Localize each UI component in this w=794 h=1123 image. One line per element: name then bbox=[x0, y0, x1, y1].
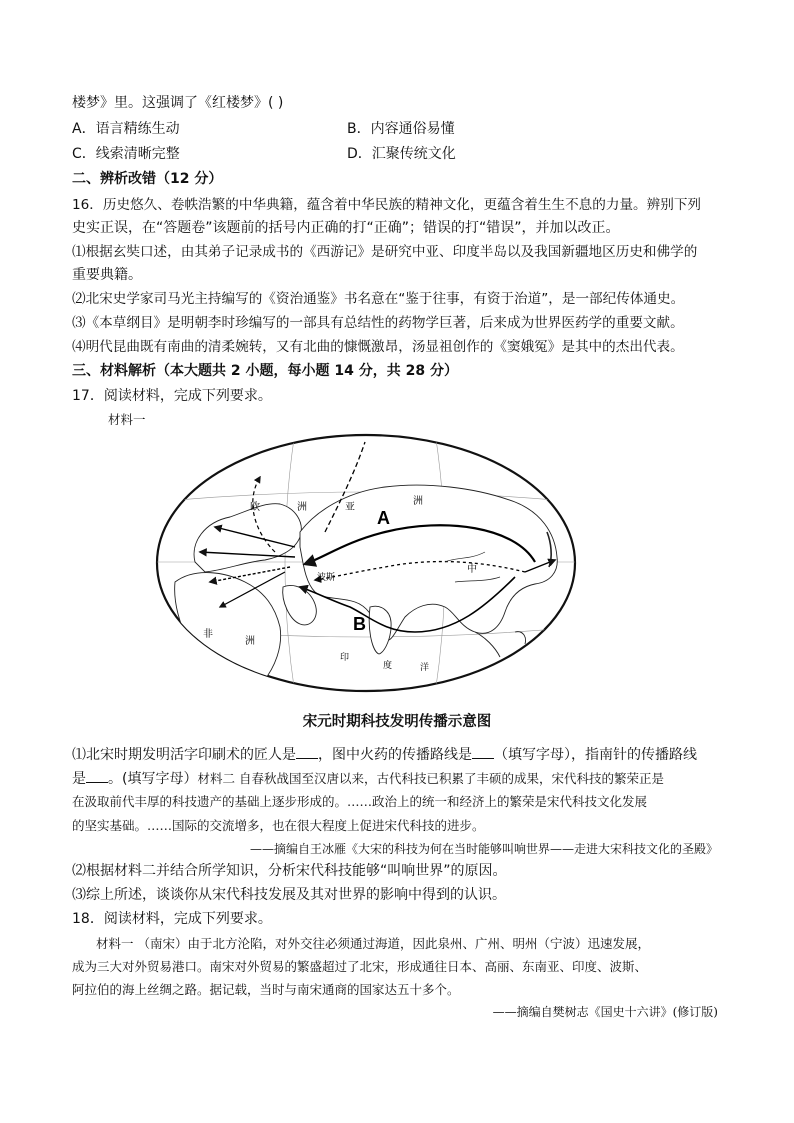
material2-line1: 材料二 自春秋战国至汉唐以来，古代科技已积累了丰硕的成果，宋代科技的繁荣正是 bbox=[197, 771, 664, 786]
q17-1-blank-1[interactable] bbox=[296, 744, 318, 759]
q18-material1-line3: 阿拉伯的海上丝绸之路。据记载，当时与南宋通商的国家达五十多个。 bbox=[72, 982, 460, 997]
q17-1-part-e: 。(填写字母） bbox=[108, 771, 198, 787]
q17-1-line2 bbox=[72, 768, 664, 789]
map-label-b: B bbox=[353, 614, 366, 634]
map-africa-2: 洲 bbox=[245, 636, 255, 647]
map-africa-1: 非 bbox=[203, 629, 213, 640]
q16-item1-line2: 重要典籍。 bbox=[72, 267, 142, 283]
q15-option-c: C．线索清晰完整 bbox=[72, 146, 180, 162]
q18-material1-line1: 材料一 （南宋）由于北方沦陷，对外交往必须通过海道，因此泉州、广州、明州（宁波）迅速发展， bbox=[96, 936, 650, 951]
map-china: 中 bbox=[467, 564, 477, 575]
q15-option-b: B．内容通俗易懂 bbox=[347, 121, 455, 137]
q15-option-a: A．语言精练生动 bbox=[72, 121, 180, 137]
map-europe-1: 欧 bbox=[250, 502, 260, 513]
section2-heading: 二、辨析改错（12 分） bbox=[72, 171, 223, 187]
map-label-a: A bbox=[377, 508, 390, 528]
q16-item3: ⑶《本草纲目》是明朝李时珍编写的一部具有总结性的药物学巨著，后来成为世界医药学的重要文献。 bbox=[72, 315, 684, 331]
q17-1-part-c: （填写字母），指南针的传播路线 bbox=[494, 747, 697, 763]
q17-1-part-d: 是 bbox=[72, 771, 86, 787]
q15-stem-tail: 楼梦》里。这强调了《红楼梦》( ) bbox=[72, 95, 284, 111]
q17-1-part-b: ，图中火药的传播路线是 bbox=[318, 747, 472, 763]
map-persia: 波斯 bbox=[317, 573, 336, 583]
q17-1-blank-3[interactable] bbox=[86, 768, 108, 783]
map-europe-2: 洲 bbox=[297, 502, 307, 513]
map-ocean-2: 度 bbox=[383, 661, 393, 671]
material2-line2: 在汲取前代丰厚的科技遗产的基础上逐步形成的。……政治上的统一和经济上的繁荣是宋代科技文化发展 bbox=[72, 794, 648, 809]
q16-item1-line1: ⑴根据玄奘口述，由其弟子记录成书的《西游记》是研究中亚、印度半岛以及我国新疆地区历史和佛学的 bbox=[72, 244, 698, 260]
map-ocean-1: 印 bbox=[340, 653, 350, 663]
q15-option-d: D．汇聚传统文化 bbox=[347, 146, 456, 162]
q17-intro: 17．阅读材料，完成下列要求。 bbox=[72, 388, 272, 404]
q16-line2: 史实正误，在“答题卷”该题前的括号内正确的打“正确”；错误的打“错误”，并加以改正。 bbox=[72, 220, 620, 236]
section3-heading: 三、材料解析（本大题共 2 小题，每小题 14 分，共 28 分） bbox=[72, 363, 458, 379]
material1-label: 材料一 bbox=[108, 412, 146, 427]
q17-1-line1 bbox=[72, 744, 697, 765]
q17-1-part-a: ⑴北宋时期发明活字印刷术的匠人是 bbox=[72, 747, 296, 763]
q16-item2: ⑵北宋史学家司马光主持编写的《资治通鉴》书名意在“鉴于往事，有资于治道”，是一部纪传体通史。 bbox=[72, 291, 685, 307]
q18-intro: 18．阅读材料，完成下列要求。 bbox=[72, 911, 272, 927]
q17-3: ⑶综上所述，谈谈你从宋代科技发展及其对世界的影响中得到的认识。 bbox=[72, 887, 506, 903]
map-title: 宋元时期科技发明传播示意图 bbox=[302, 714, 492, 730]
q16-line1: 16．历史悠久、卷帙浩繁的中华典籍，蕴含着中华民族的精神文化，更蕴含着生生不息的力量。辨别下列 bbox=[72, 197, 702, 213]
q18-material1-line2: 成为三大对外贸易港口。南宋对外贸易的繁盛超过了北宋，形成通往日本、高丽、东南亚、印度、波斯、 bbox=[72, 959, 648, 974]
q18-source: ——摘编自樊树志《国史十六讲》(修订版) bbox=[492, 1005, 718, 1019]
map-asia-1: 亚 bbox=[345, 502, 355, 513]
map-ocean-3: 洋 bbox=[420, 663, 430, 673]
q16-item4: ⑷明代昆曲既有南曲的清柔婉转，又有北曲的慷慨激昂，汤显祖创作的《窦娥冤》是其中的杰出代表。 bbox=[72, 339, 684, 355]
q17-1-blank-2[interactable] bbox=[472, 744, 494, 759]
q17-2: ⑵根据材料二并结合所学知识，分析宋代科技能够“叫响世界”的原因。 bbox=[72, 863, 507, 879]
material2-line3: 的坚实基础。……国际的交流增多，也在很大程度上促进宋代科技的进步。 bbox=[72, 818, 485, 833]
song-yuan-tech-map bbox=[155, 432, 577, 694]
map-asia-2: 洲 bbox=[413, 496, 423, 507]
material2-source: ——摘编自王冰雁《大宋的科技为何在当时能够叫响世界——走进大宋科技文化的圣殿》 bbox=[249, 842, 718, 856]
